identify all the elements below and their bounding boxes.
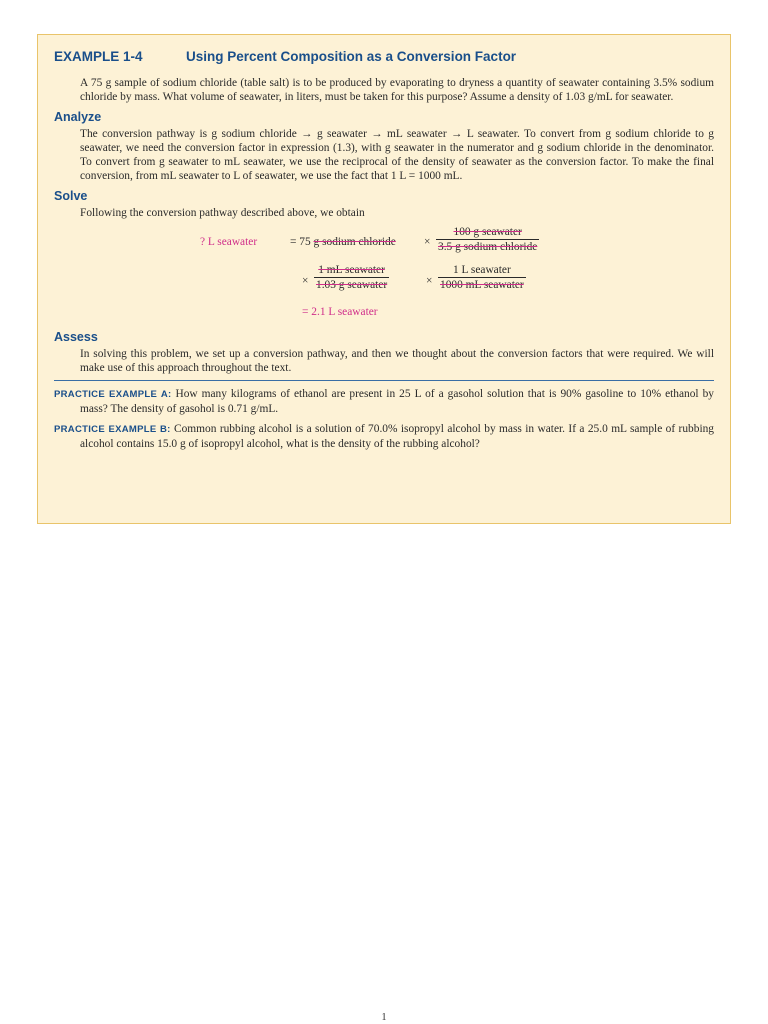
fraction-1-numerator: 100 g seawater (453, 226, 522, 238)
practice-b-text: Common rubbing alcohol is a solution of 70.0% isopropyl alcohol by mass in water. If a 25.0 mL sample of rubbing alcohol contains 15.0 g of isopropyl alcohol, what is the density of the rubbing alcohol? (80, 423, 714, 450)
assess-heading: Assess (54, 330, 98, 344)
page-number: 1 (381, 1012, 387, 1023)
fraction-1-denominator: 3.5 g sodium chloride (438, 241, 538, 253)
fraction-3-numerator: 1 L seawater (452, 264, 511, 276)
fraction-3-denominator: 1000 mL seawater (440, 279, 524, 291)
solve-intro: Following the conversion pathway described above, we obtain (80, 207, 365, 219)
times-sign-1: × (424, 236, 431, 248)
equation-eq1 (290, 236, 396, 248)
analyze-text: The conversion pathway is g sodium chloride → g seawater → mL seawater → L seawater. To convert from g sodium chloride to g seawater, we need the conversion factor in expression (1.3), with g seawater in the numerator and g sodium chloride in the denominator. To convert from g seawater to mL seawater, we use the reciprocal of the density of seawater as the conversion factor. To make the final conversion, from mL seawater to L of seawater, we use the fact that 1 L = 1000 mL. (80, 128, 714, 182)
practice-b-label: PRACTICE EXAMPLE B: (54, 424, 171, 435)
equation-lhs: ? L seawater (200, 236, 258, 248)
example-header (54, 49, 714, 64)
fraction-3 (438, 264, 526, 291)
equation-result: = 2.1 L seawater (302, 306, 378, 318)
equation-eq1-value: = 75 (290, 236, 311, 248)
times-sign-2: × (302, 275, 309, 287)
problem-text: A 75 g sample of sodium chloride (table salt) is to be produced by evaporating to dryness a quantity of seawater containing 3.5% sodium chloride by mass. What volume of seawater, in liters, must be taken for this purpose? Assume a density of 1.03 g/mL for seawater. (80, 77, 714, 103)
divider (54, 380, 714, 381)
assess-text: In solving this problem, we set up a conversion pathway, and then we thought about the conversion factors that were required. We will make use of this approach throughout the text. (80, 348, 714, 374)
equation-eq1-unit: g sodium chloride (313, 236, 396, 248)
fraction-1 (436, 226, 539, 253)
practice-example-b (54, 422, 714, 451)
example-box (37, 34, 731, 524)
example-label: EXAMPLE 1-4 (54, 49, 143, 64)
fraction-2 (314, 264, 389, 291)
equation-block (54, 226, 714, 324)
times-sign-3: × (426, 275, 433, 287)
fraction-2-denominator: 1.03 g seawater (316, 279, 388, 291)
solve-heading: Solve (54, 189, 88, 203)
example-title: Using Percent Composition as a Conversion Factor (186, 49, 517, 64)
practice-a-label: PRACTICE EXAMPLE A: (54, 389, 172, 400)
practice-a-text: How many kilograms of ethanol are present in 25 L of a gasohol solution that is 90% gasoline to 10% ethanol by mass? The density of gasohol is 0.71 g/mL. (80, 388, 714, 415)
practice-example-a (54, 387, 714, 416)
analyze-heading: Analyze (54, 110, 102, 124)
fraction-2-numerator: 1 mL seawater (318, 264, 385, 276)
